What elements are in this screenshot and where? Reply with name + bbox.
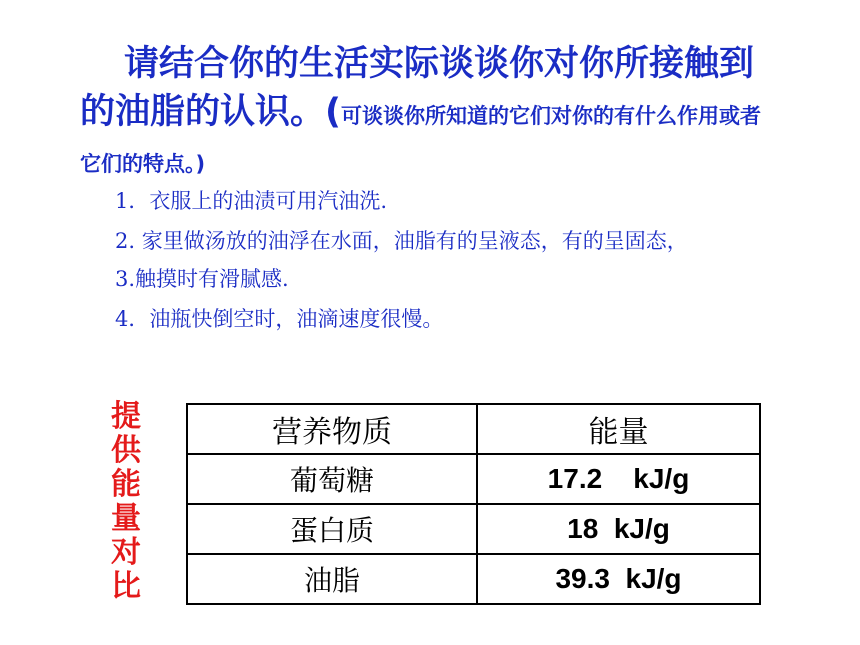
energy-table	[186, 403, 761, 605]
table-row	[187, 554, 760, 604]
table-row	[187, 504, 760, 554]
energy-value: 18 kJ/g	[477, 504, 760, 554]
side-label-char: 量	[111, 501, 141, 536]
header-energy: 能量	[477, 404, 760, 454]
energy-value: 17.2 kJ/g	[477, 454, 760, 504]
side-label-char: 比	[111, 569, 141, 604]
side-label-char: 对	[111, 535, 141, 570]
header-nutrient: 营养物质	[187, 404, 477, 454]
question-text	[80, 40, 780, 184]
side-label-char: 供	[111, 433, 141, 468]
table-row	[187, 454, 760, 504]
side-label-char: 提	[111, 399, 141, 434]
answer-list	[115, 186, 775, 344]
nutrient-name: 油脂	[187, 554, 477, 604]
question-note: 可谈谈你所知道的它们对你的有什么作用或者它们的特点。)	[80, 104, 761, 176]
answer-item-2: 2. 家里做汤放的油浮在水面，油脂有的呈液态，有的呈固态，	[115, 229, 688, 253]
side-label-char: 能	[111, 467, 141, 502]
energy-value: 39.3 kJ/g	[477, 554, 760, 604]
nutrient-name: 葡萄糖	[187, 454, 477, 504]
nutrient-name: 蛋白质	[187, 504, 477, 554]
table-header-row	[187, 404, 760, 454]
question-main: 请结合你的生活实际谈谈你对你所接触到的油脂的认识。(	[80, 44, 755, 132]
energy-comparison-label	[106, 400, 146, 604]
answer-item-3: 3.触摸时有滑腻感.	[115, 267, 289, 291]
answer-item-4: 4．油瓶快倒空时，油滴速度很慢。	[115, 307, 444, 331]
answer-item-1: 1．衣服上的油渍可用汽油洗.	[115, 189, 388, 213]
